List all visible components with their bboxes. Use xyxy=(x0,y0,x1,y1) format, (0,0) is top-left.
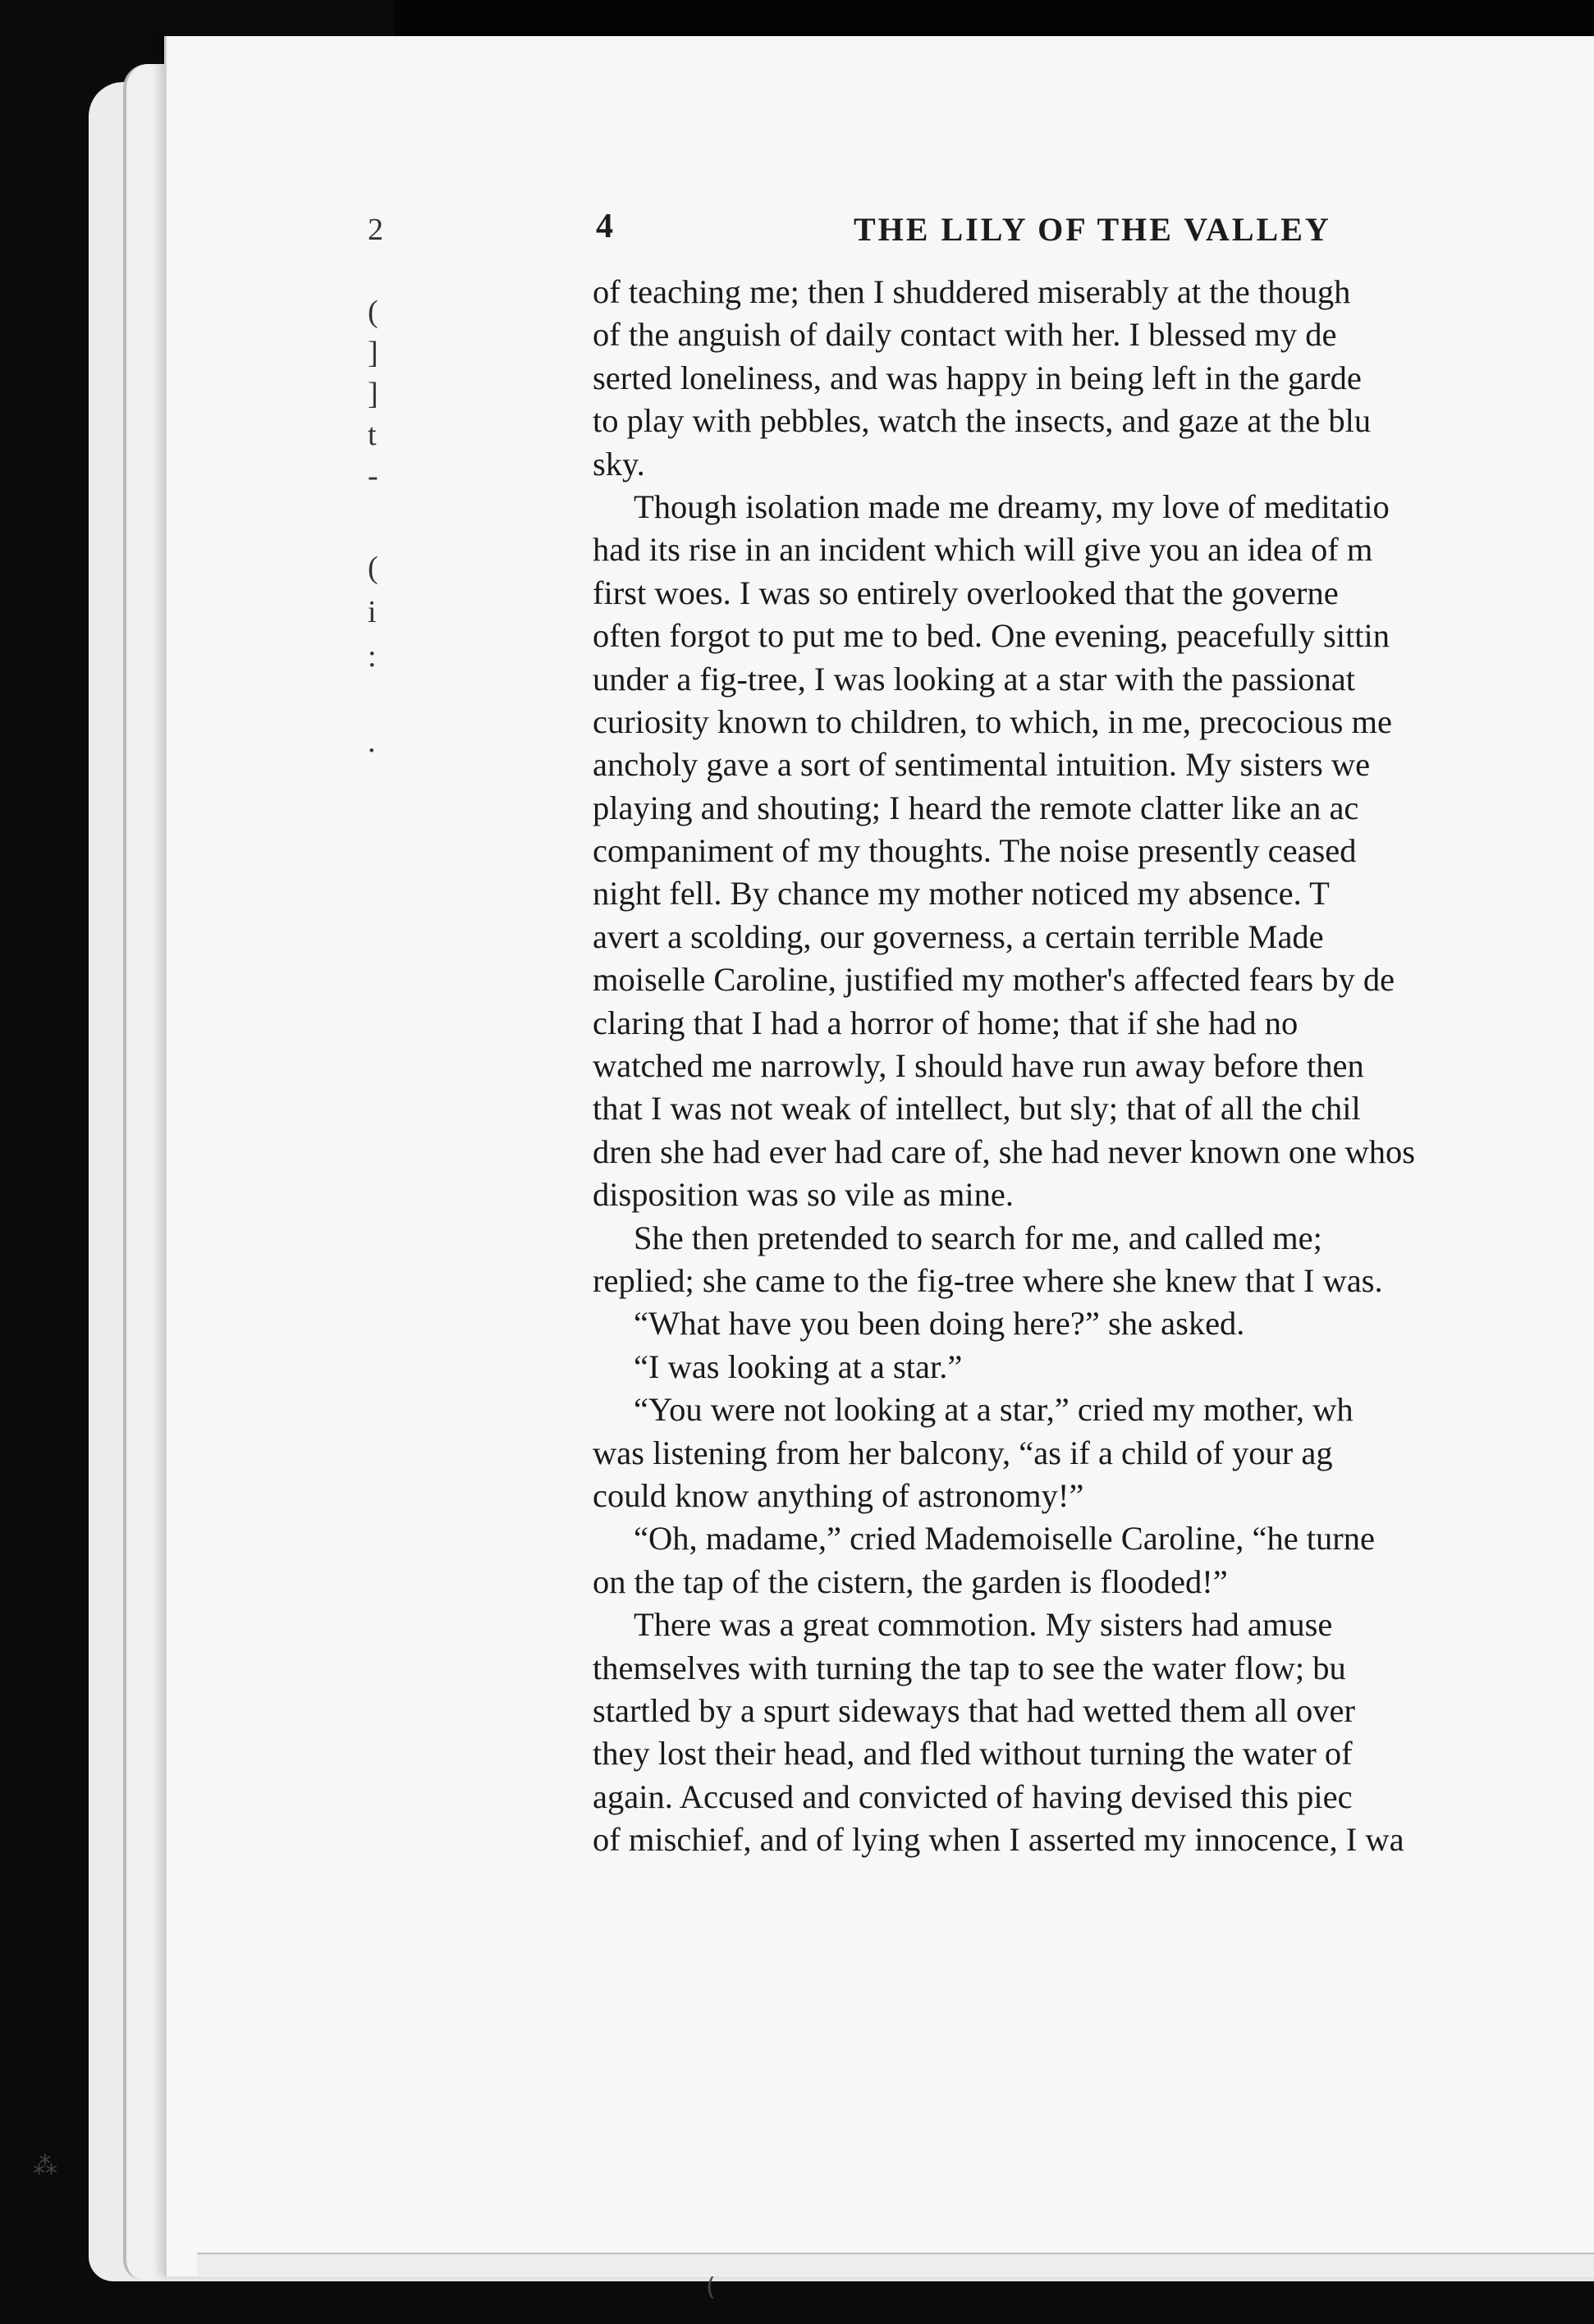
text-line: companiment of my thoughts. The noise presently ceased xyxy=(593,832,1357,870)
text-line: ancholy gave a sort of sentimental intuition. My sisters we xyxy=(593,746,1371,784)
text-line: startled by a spurt sideways that had wetted them all over xyxy=(593,1691,1355,1729)
text-line: that I was not weak of intellect, but sly; that of all the chil xyxy=(593,1090,1361,1128)
text-line: dren she had ever had care of, she had never known one whos xyxy=(593,1132,1415,1170)
margin-mark: . xyxy=(368,725,376,759)
margin-mark: i xyxy=(368,595,377,629)
text-line: had its rise in an incident which will give you an idea of m xyxy=(593,531,1373,569)
text-line: “What have you been doing here?” she asked. xyxy=(634,1305,1245,1343)
text-line: night fell. By chance my mother noticed my absence. T xyxy=(593,875,1330,913)
margin-mark: : xyxy=(368,639,377,674)
text-line: playing and shouting; I heard the remote clatter like an ac xyxy=(593,789,1359,826)
text-line: moiselle Caroline, justified my mother's affected fears by de xyxy=(593,961,1395,999)
margin-mark: t xyxy=(368,418,377,452)
text-line: “You were not looking at a star,” cried my mother, wh xyxy=(634,1391,1354,1429)
text-line: of teaching me; then I shuddered miserably at the though xyxy=(593,273,1351,310)
text-line: sky. xyxy=(593,445,645,483)
text-line: “I was looking at a star.” xyxy=(634,1347,963,1385)
margin-mark: ( xyxy=(368,551,378,585)
text-line: disposition was so vile as mine. xyxy=(593,1176,1014,1214)
text-line: first woes. I was so entirely overlooked that the governe xyxy=(593,574,1339,611)
text-line: “Oh, madame,” cried Mademoiselle Caroline, “he turne xyxy=(634,1520,1376,1558)
text-line: serted loneliness, and was happy in being left in the garde xyxy=(593,359,1362,396)
text-line: Though isolation made me dreamy, my love of meditatio xyxy=(634,487,1390,525)
margin-mark: ] xyxy=(368,377,378,411)
page-number: 4 xyxy=(596,208,613,245)
text-line: to play with pebbles, watch the insects, and gaze at the blu xyxy=(593,402,1372,440)
body-text xyxy=(593,271,1594,1861)
text-line: themselves with turning the tap to see the water flow; bu xyxy=(593,1649,1346,1686)
text-line: under a fig-tree, I was looking at a star with the passionat xyxy=(593,660,1355,698)
text-line: again. Accused and convicted of having devised this piec xyxy=(593,1777,1353,1815)
text-line: of the anguish of daily contact with her. I blessed my de xyxy=(593,316,1337,354)
text-line: watched me narrowly, I should have run away before then xyxy=(593,1047,1364,1085)
text-line: replied; she came to the fig-tree where she knew that I was. xyxy=(593,1261,1383,1299)
text-line: There was a great commotion. My sisters had amuse xyxy=(634,1606,1333,1644)
text-line: they lost their head, and fled without turning the water of xyxy=(593,1735,1353,1773)
scan-speck: ⁂ xyxy=(33,2152,57,2180)
margin-mark: 2 xyxy=(368,213,383,247)
scan-top-shadow xyxy=(394,0,1594,41)
text-line: on the tap of the cistern, the garden is flooded!” xyxy=(593,1562,1228,1600)
text-line: avert a scolding, our governess, a certain terrible Made xyxy=(593,917,1324,955)
text-line: often forgot to put me to bed. One evening, peacefully sittin xyxy=(593,617,1390,655)
text-line: was listening from her balcony, “as if a child of your ag xyxy=(593,1434,1333,1471)
margin-mark: ] xyxy=(368,336,378,370)
text-line: claring that I had a horror of home; that if she had no xyxy=(593,1004,1299,1041)
scan-speck: ( xyxy=(706,2273,716,2302)
text-line: She then pretended to search for me, and called me; xyxy=(634,1219,1322,1256)
text-line: of mischief, and of lying when I asserted my innocence, I wa xyxy=(593,1821,1404,1859)
text-line: curiosity known to children, to which, in me, precocious me xyxy=(593,702,1393,740)
margin-mark: ( xyxy=(368,295,378,329)
text-line: could know anything of astronomy!” xyxy=(593,1476,1084,1514)
margin-mark: - xyxy=(368,459,378,493)
running-head: THE LILY OF THE VALLEY xyxy=(854,211,1331,248)
page-bottom-edge xyxy=(197,2253,1594,2276)
